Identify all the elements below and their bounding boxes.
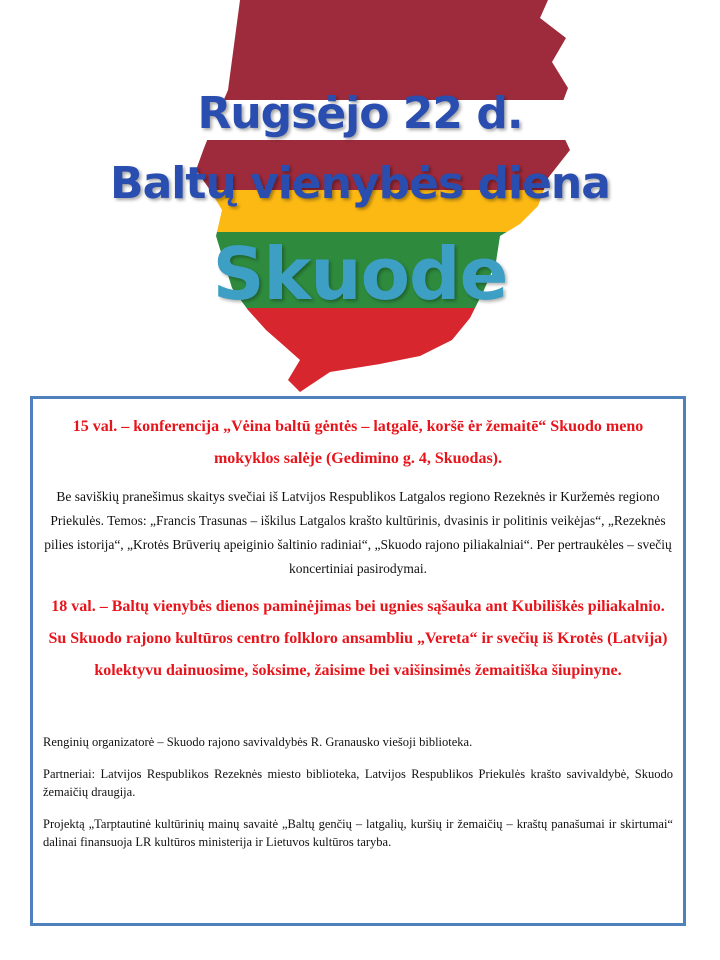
lithuania-red-band	[0, 308, 720, 400]
title-place: Skuode	[212, 232, 508, 316]
session-conference-details: Be saviškių pranešimus skaitys svečiai iš Latvijos Respublikos Latgalos regiono Rezeknės ir Kuržemės regiono Priekulės. Temos: „Francis Trasunas – iškilus Latgalos krašto kultūrinis, dvasinis ir politinis veikėjas“, „Rezeknės pilies istorija“, „Krotės Brūverių apeiginio šaltinio radiniai“, „Skuodo rajono piliakalniai“. Per pertraukėles – svečių koncertiniai pasirodymai.	[44, 489, 672, 576]
footer-block	[43, 733, 673, 851]
session-commemoration: 18 val. – Baltų vienybės dienos paminėjimas bei ugnies sąšauka ant Kubiliškės piliakalnio. Su Skuodo rajono kultūros centro folkloro ansambliu „Vereta“ ir svečių iš Krotės (Latvija) kolektyvu dainuosime, šoksime, žaisime bei vaišinsimės žemaitiška šiupinyne.	[48, 598, 668, 679]
organizer-text: Renginių organizatorė – Skuodo rajono savivaldybės R. Granausko viešoji biblioteka.	[43, 735, 473, 749]
latvia-red-top-band	[0, 0, 720, 100]
partners-text: Partneriai: Latvijos Respublikos Rezeknės miesto biblioteka, Latvijos Respublikos Priekulės krašto savivaldybė, Skuodo žemaičių draugija.	[43, 767, 673, 799]
funding-text: Projektą „Tarptautinė kultūrinių mainų savaitė „Baltų genčių – latgalių, kuršių ir žemaičių – kraštų panašumai ir skirtumai“ dalinai finansuoja LR kultūros ministerija ir Lietuvos kultūros taryba.	[43, 817, 673, 849]
info-box	[30, 396, 686, 926]
session-conference: 15 val. – konferencija „Vėina baltū gėntės – latgalē, koršē ėr žemaitē“ Skuodo meno mokyklos salėje (Gedimino g. 4, Skuodas).	[72, 418, 644, 467]
title-event: Baltų vienybės diena	[110, 158, 610, 209]
title-date: Rugsėjo 22 d.	[197, 88, 523, 139]
